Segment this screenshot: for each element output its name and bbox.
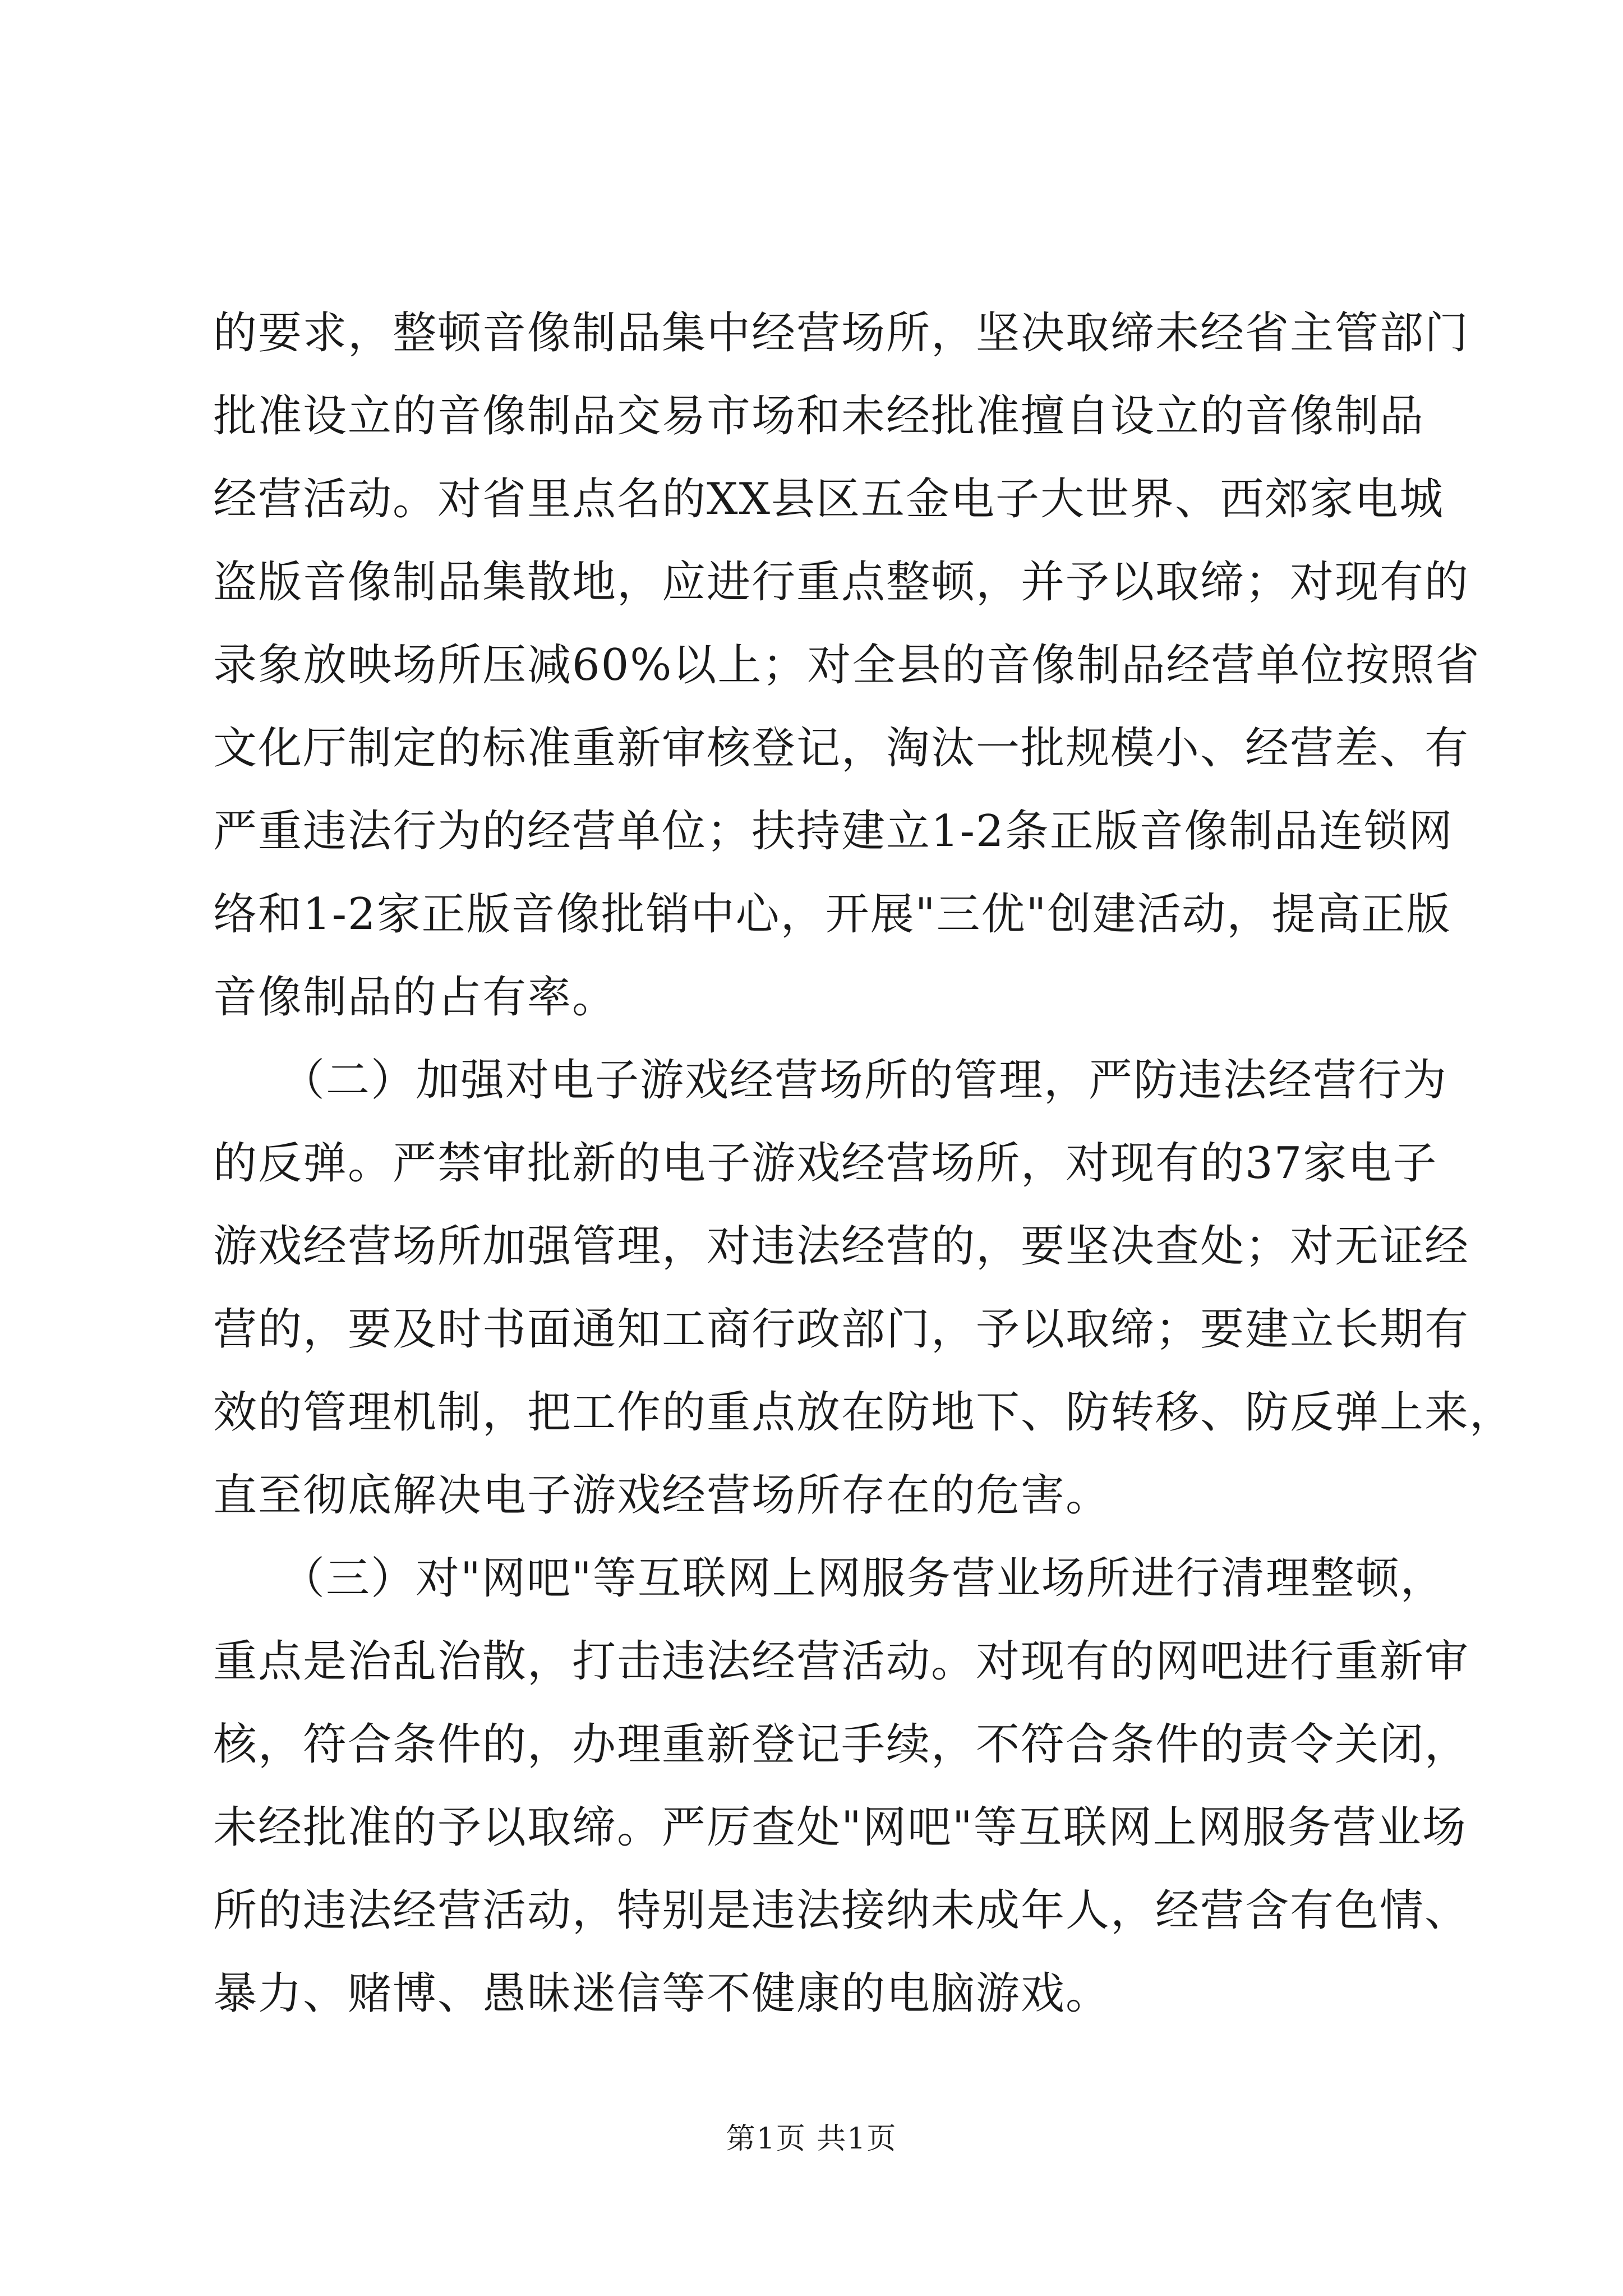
text-line: 盗版音像制品集散地，应进行重点整顿，并予以取缔；对现有的: [213, 557, 1470, 608]
text-line: 的反弹。严禁审批新的电子游戏经营场所，对现有的37家电子: [213, 1138, 1438, 1189]
text-line: 络和1-2家正版音像批销中心，开展"三优"创建活动，提高正版: [213, 889, 1451, 940]
text-line: 录象放映场所压减60%以上；对全县的音像制品经营单位按照省: [213, 640, 1481, 691]
text-line: 游戏经营场所加强管理，对违法经营的，要坚决查处；对无证经: [213, 1221, 1470, 1272]
text-line: 文化厅制定的标准重新审核登记，淘汰一批规模小、经营差、有: [213, 723, 1470, 774]
text-line: 效的管理机制，把工作的重点放在防地下、防转移、防反弹上来，: [213, 1387, 1515, 1438]
document-body: [213, 292, 1515, 2035]
text-line: 的要求，整顿音像制品集中经营场所，坚决取缔未经省主管部门: [213, 308, 1470, 358]
text-line: （三）对"网吧"等互联网上网服务营业场所进行清理整顿，: [213, 1553, 1445, 1604]
text-line: 直至彻底解决电子游戏经营场所存在的危害。: [213, 1470, 1111, 1521]
text-line: 重点是治乱治散，打击违法经营活动。对现有的网吧进行重新审: [213, 1636, 1470, 1687]
text-line: 所的违法经营活动，特别是违法接纳未成年人，经营含有色情、: [213, 1885, 1470, 1936]
text-line: 未经批准的予以取缔。严厉查处"网吧"等互联网上网服务营业场: [213, 1802, 1467, 1853]
text-line: 核，符合条件的，办理重新登记手续，不符合条件的责令关闭，: [213, 1719, 1470, 1770]
text-line: 营的，要及时书面通知工商行政部门，予以取缔；要建立长期有: [213, 1304, 1470, 1355]
text-line: 批准设立的音像制品交易市场和未经批准擅自设立的音像制品: [213, 391, 1425, 441]
text-line: 暴力、赌博、愚昧迷信等不健康的电脑游戏。: [213, 1968, 1111, 2019]
text-line: 经营活动。对省里点名的XX县区五金电子大世界、西郊家电城: [213, 474, 1445, 524]
text-line: 严重违法行为的经营单位；扶持建立1-2条正版音像制品连锁网: [213, 806, 1454, 857]
text-line: 音像制品的占有率。: [213, 972, 617, 1023]
text-line: （二）加强对电子游戏经营场所的管理，严防违法经营行为: [213, 1055, 1448, 1106]
page-number-footer: 第1页 共1页: [726, 2122, 897, 2156]
